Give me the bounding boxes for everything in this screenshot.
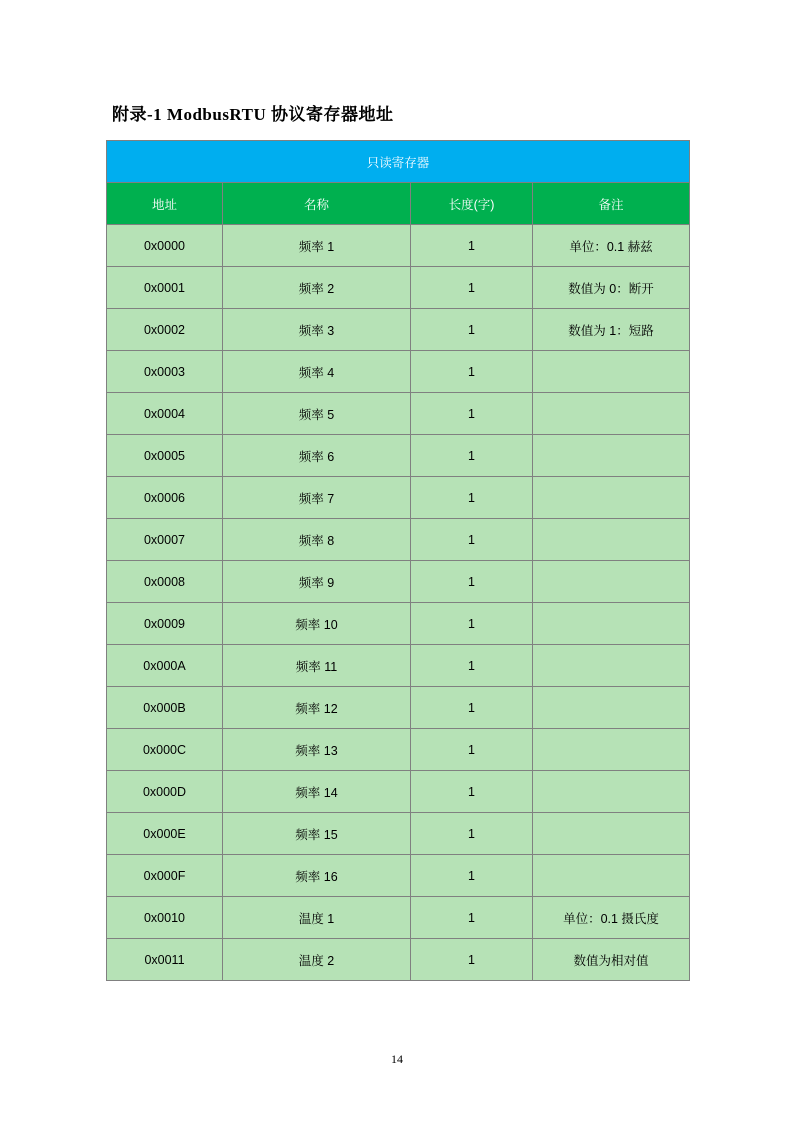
cell-name: 频率 8	[223, 519, 411, 561]
cell-address: 0x000F	[107, 855, 223, 897]
cell-note	[533, 561, 690, 603]
table-row	[107, 351, 690, 393]
cell-length: 1	[411, 897, 533, 939]
cell-length: 1	[411, 435, 533, 477]
table-row	[107, 813, 690, 855]
cell-name: 频率 7	[223, 477, 411, 519]
cell-length: 1	[411, 855, 533, 897]
cell-note	[533, 393, 690, 435]
cell-name: 频率 6	[223, 435, 411, 477]
cell-name: 频率 13	[223, 729, 411, 771]
cell-name: 频率 10	[223, 603, 411, 645]
cell-length: 1	[411, 309, 533, 351]
cell-name: 频率 15	[223, 813, 411, 855]
table-row	[107, 687, 690, 729]
table-row	[107, 939, 690, 981]
cell-length: 1	[411, 939, 533, 981]
cell-name: 频率 14	[223, 771, 411, 813]
cell-length: 1	[411, 645, 533, 687]
cell-name: 频率 2	[223, 267, 411, 309]
cell-length: 1	[411, 351, 533, 393]
cell-address: 0x000D	[107, 771, 223, 813]
cell-address: 0x0005	[107, 435, 223, 477]
cell-note	[533, 687, 690, 729]
cell-address: 0x0000	[107, 225, 223, 267]
table-row	[107, 561, 690, 603]
cell-name: 温度 1	[223, 897, 411, 939]
cell-length: 1	[411, 225, 533, 267]
cell-length: 1	[411, 729, 533, 771]
table-row	[107, 393, 690, 435]
cell-address: 0x0006	[107, 477, 223, 519]
cell-note: 数值为 1：短路	[533, 309, 690, 351]
cell-name: 频率 4	[223, 351, 411, 393]
cell-length: 1	[411, 603, 533, 645]
cell-note	[533, 519, 690, 561]
cell-address: 0x000C	[107, 729, 223, 771]
table-row	[107, 771, 690, 813]
cell-note: 数值为相对值	[533, 939, 690, 981]
cell-length: 1	[411, 813, 533, 855]
cell-note: 单位：0.1 赫兹	[533, 225, 690, 267]
cell-name: 频率 5	[223, 393, 411, 435]
table-banner-row	[107, 141, 690, 183]
cell-note: 数值为 0：断开	[533, 267, 690, 309]
cell-address: 0x0010	[107, 897, 223, 939]
cell-address: 0x0001	[107, 267, 223, 309]
page-title: 附录-1 ModbusRTU 协议寄存器地址	[112, 105, 394, 124]
table-row	[107, 519, 690, 561]
cell-note	[533, 435, 690, 477]
cell-address: 0x000A	[107, 645, 223, 687]
cell-address: 0x000B	[107, 687, 223, 729]
cell-note	[533, 351, 690, 393]
table-row	[107, 267, 690, 309]
table-row	[107, 477, 690, 519]
cell-length: 1	[411, 519, 533, 561]
cell-address: 0x0003	[107, 351, 223, 393]
column-header-note: 备注	[533, 183, 690, 225]
cell-note	[533, 477, 690, 519]
cell-address: 0x0007	[107, 519, 223, 561]
cell-note	[533, 813, 690, 855]
cell-name: 温度 2	[223, 939, 411, 981]
table-row	[107, 603, 690, 645]
table-row	[107, 225, 690, 267]
cell-note	[533, 855, 690, 897]
cell-name: 频率 16	[223, 855, 411, 897]
column-header-address: 地址	[107, 183, 223, 225]
cell-note	[533, 771, 690, 813]
table-row	[107, 855, 690, 897]
cell-note: 单位：0.1 摄氏度	[533, 897, 690, 939]
cell-length: 1	[411, 771, 533, 813]
table-row	[107, 309, 690, 351]
cell-address: 0x0011	[107, 939, 223, 981]
cell-length: 1	[411, 477, 533, 519]
cell-name: 频率 12	[223, 687, 411, 729]
cell-address: 0x0004	[107, 393, 223, 435]
table-body	[107, 141, 690, 981]
page-number: 14	[391, 1052, 403, 1066]
table-row	[107, 729, 690, 771]
table-banner-cell: 只读寄存器	[107, 141, 690, 183]
cell-note	[533, 603, 690, 645]
cell-address: 0x0009	[107, 603, 223, 645]
cell-length: 1	[411, 687, 533, 729]
cell-name: 频率 3	[223, 309, 411, 351]
cell-note	[533, 729, 690, 771]
cell-length: 1	[411, 267, 533, 309]
cell-length: 1	[411, 393, 533, 435]
register-address-table	[106, 140, 690, 981]
cell-address: 0x0008	[107, 561, 223, 603]
cell-length: 1	[411, 561, 533, 603]
table-header-row	[107, 183, 690, 225]
table-row	[107, 645, 690, 687]
cell-note	[533, 645, 690, 687]
table-row	[107, 897, 690, 939]
cell-name: 频率 11	[223, 645, 411, 687]
table-row	[107, 435, 690, 477]
cell-address: 0x0002	[107, 309, 223, 351]
column-header-length: 长度(字)	[411, 183, 533, 225]
cell-address: 0x000E	[107, 813, 223, 855]
column-header-name: 名称	[223, 183, 411, 225]
cell-name: 频率 9	[223, 561, 411, 603]
cell-name: 频率 1	[223, 225, 411, 267]
